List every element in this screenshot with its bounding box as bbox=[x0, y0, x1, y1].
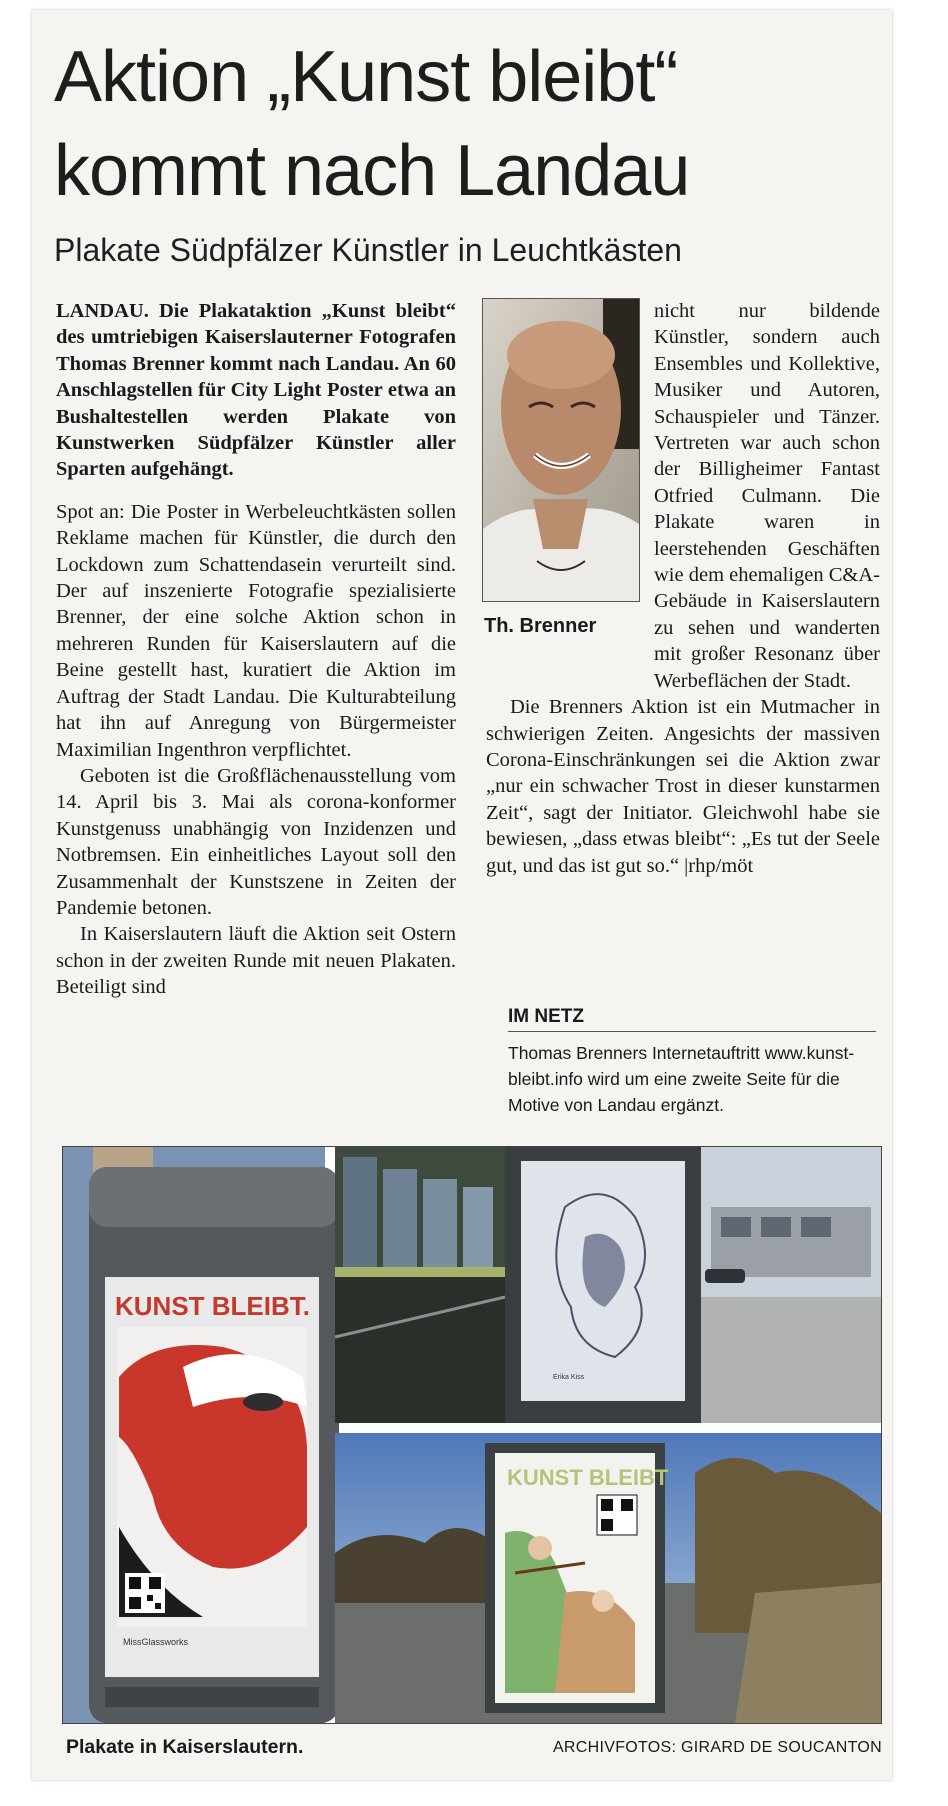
photo-street-poster bbox=[335, 1433, 881, 1723]
im-netz-divider bbox=[508, 1031, 876, 1032]
article-paragraph-c2-intro bbox=[654, 298, 880, 694]
article-paragraph-4: Die Brenners Aktion ist ein Mutmacher in schwierigen Zeiten. Angesichts der massiven Corona-Einschränkungen sei die Aktion zwar „nur ein schwacher Trost in dieser kunstarmen Zeit“, sagt der Initiator. Gleichwohl habe sie bewiesen, „dass etwas bleibt“: „Es tut der Seele gut, und das ist gut so.“ |rhp/möt bbox=[486, 696, 880, 877]
im-netz-text: Thomas Brenners Internetauftritt www.kunst-bleibt.info wird um eine zweite Seite für die Motive von Landau ergänzt. bbox=[508, 1043, 855, 1115]
poster-3-title: KUNST BLEIBT bbox=[507, 1465, 669, 1490]
headline-line-2: kommt nach Landau bbox=[54, 131, 690, 211]
im-netz-heading: IM NETZ bbox=[508, 1006, 584, 1027]
photo-poster-column bbox=[63, 1147, 339, 1723]
subheadline: Plakate Südpfälzer Künstler in Leuchtkästen bbox=[54, 232, 682, 268]
headline-line-1: Aktion „Kunst bleibt“ bbox=[54, 37, 678, 117]
poster-1-title: KUNST BLEIBT. bbox=[115, 1291, 310, 1321]
photo-credit: ARCHIVFOTOS: GIRARD DE SOUCANTON bbox=[552, 1739, 882, 1756]
poster-2-artist: Erika Kiss bbox=[553, 1374, 585, 1381]
portrait-caption: Th. Brenner bbox=[484, 615, 597, 637]
article-lead: LANDAU. Die Plakataktion „Kunst bleibt“ des umtriebigen Kaiserslauterner Fotografen Thomas Brenner kommt nach Landau. An 60 Anschlagstellen für City Light Poster etwa an Bushaltestellen werden Plakate von Kunstwerken Südpfälzer Künstler aller Sparten aufgehängt. bbox=[56, 300, 456, 481]
poster-1-footer: MissGlassworks bbox=[123, 1637, 189, 1647]
article-column-2 bbox=[486, 298, 880, 879]
article-paragraph-1: Spot an: Die Poster in Werbeleuchtkästen sollen Reklame machen für Künstler, die durch den Lockdown zum Schattendasein verurteilt sind. Der auf inszenierte Fotografie spezialisierte Brenner, der eine solche Aktion schon in mehreren Runden für Kaiserslautern auf die Beine gestellt hast, kuratiert die Aktion im Auftrag der Stadt Landau. Die Kulturabteilung hat ihn auf Anregung von Bürgermeister Maximilian Ingenthron verpflichtet. bbox=[56, 500, 456, 761]
article-paragraph-c2: nicht nur bildende Künstler, sondern auch Ensembles und Kollektive, Musiker und Autoren, Schauspieler und Tänzer. Vertreten war auch schon der Billigheimer Fantast Otfried Culmann. Die Plakate waren in leerstehenden Geschäften wie dem ehemaligen C&A-Gebäude in Kaiserslautern zu sehen und wanderten mit großer Resonanz über Werbeflächen der Stadt. bbox=[654, 300, 881, 692]
photo-caption: Plakate in Kaiserslautern. bbox=[66, 1736, 304, 1758]
photo-collage bbox=[62, 1146, 882, 1724]
headline bbox=[54, 30, 874, 218]
article-paragraph-3: In Kaiserslautern läuft die Aktion seit Ostern schon in der zweiten Runde mit neuen Plakaten. Beteiligt sind bbox=[56, 923, 456, 999]
article-paragraph-2: Geboten ist die Großflächenausstellung vom 14. April bis 3. Mai als corona-konformer Kunstgenuss unabhängig von Inzidenzen und Notbremsen. Ein einheitliches Layout soll den Zusammenhalt der Kunstszene in Zeiten der Pandemie betonen. bbox=[56, 764, 456, 919]
article-column-1 bbox=[56, 298, 456, 1001]
photo-bus-shelter bbox=[335, 1147, 881, 1423]
